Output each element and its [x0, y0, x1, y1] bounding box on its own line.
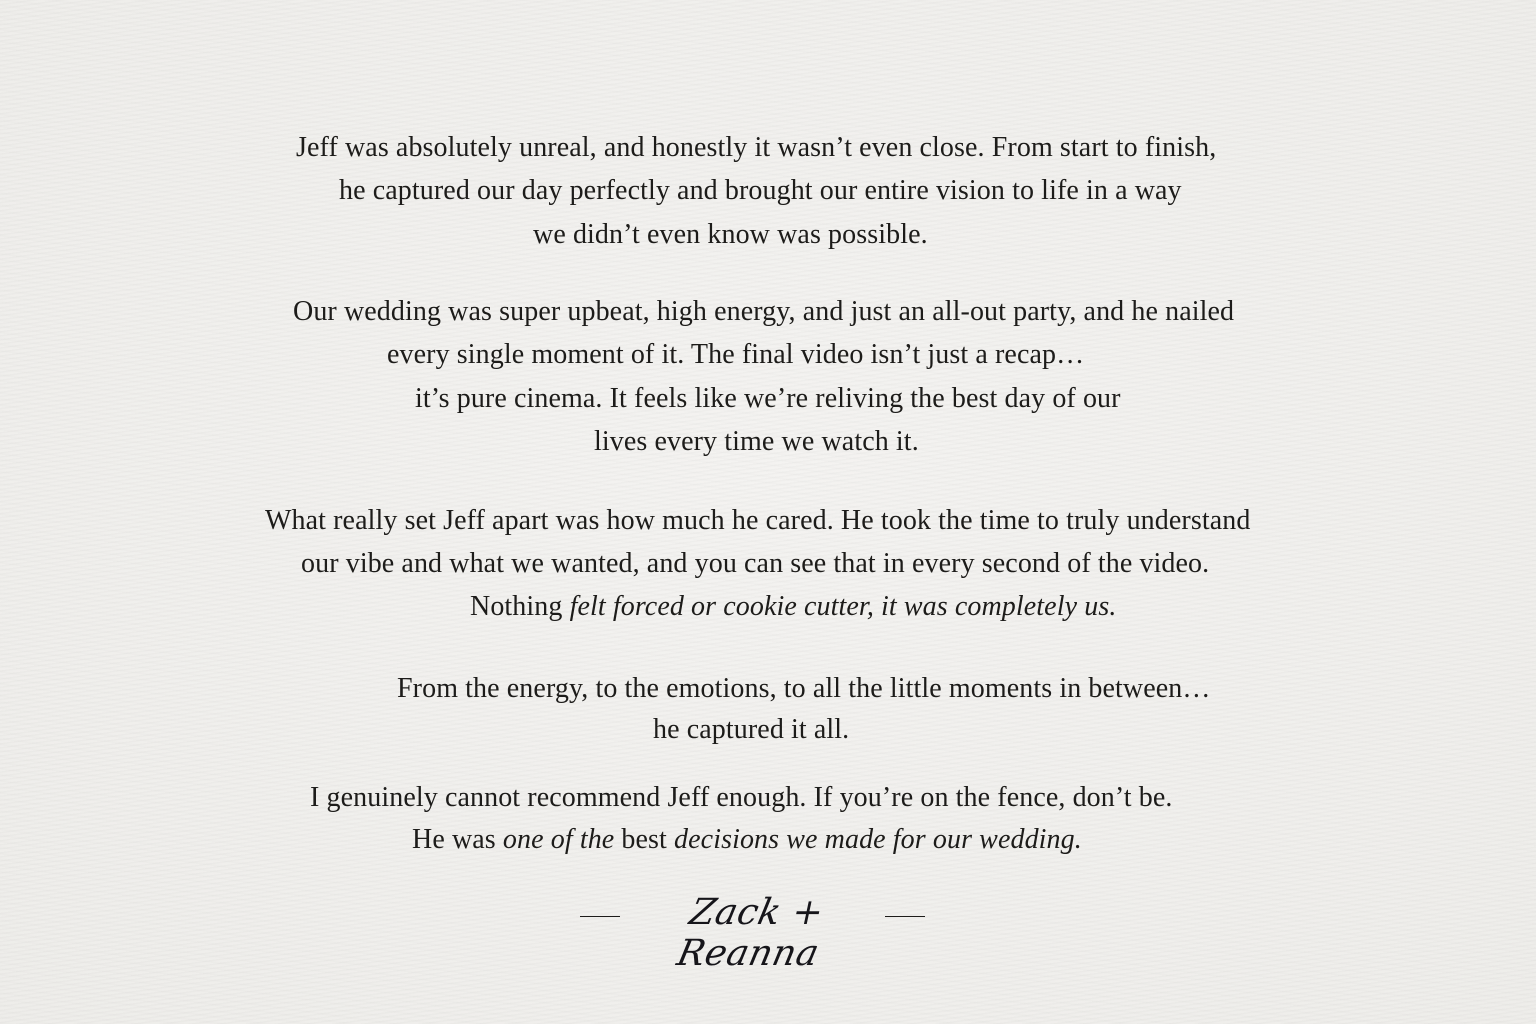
paragraph-5-line-1: I genuinely cannot recommend Jeff enough. If you’re on the fence, don’t be.	[310, 782, 1173, 813]
paragraph-1-line-3: we didn’t even know was possible.	[533, 219, 928, 250]
paragraph-4-line-2: he captured it all.	[653, 714, 850, 745]
paragraph-2-line-3: it’s pure cinema. It feels like we’re reliving the best day of our	[415, 383, 1121, 414]
signature-dash-left	[580, 916, 620, 917]
paragraph-1-line-1: Jeff was absolutely unreal, and honestly it wasn’t even close. From start to finish,	[296, 132, 1217, 163]
paragraph-3-line-3	[470, 593, 1116, 621]
paragraph-5-line-2-italic-a: one of the	[502, 824, 615, 855]
paragraph-2-line-4: lives every time we watch it.	[594, 426, 919, 457]
paragraph-1-line-2: he captured our day perfectly and brought our entire vision to life in a way	[339, 175, 1182, 206]
paragraph-3-line-3-italic: felt forced or cookie cutter, it was completely us.	[569, 591, 1117, 622]
paragraph-3-line-2: our vibe and what we wanted, and you can see that in every second of the video.	[301, 548, 1210, 579]
paragraph-5-line-2-italic-b: decisions we made for our wedding.	[674, 824, 1082, 855]
paragraph-3-line-1: What really set Jeff apart was how much he cared. He took the time to truly understand	[265, 505, 1251, 536]
paragraph-3-line-3-regular: Nothing	[470, 591, 570, 622]
paragraph-2-line-2: every single moment of it. The final video isn’t just a recap…	[387, 339, 1085, 370]
paragraph-5-line-2	[412, 826, 1082, 854]
paragraph-5-line-2-regular-a: He was	[412, 824, 503, 855]
signature	[580, 892, 925, 974]
signature-dash-right	[885, 916, 925, 917]
paragraph-5-line-2-regular-b: best	[614, 824, 675, 855]
paragraph-2-line-1: Our wedding was super upbeat, high energy, and just an all-out party, and he nailed	[293, 296, 1235, 327]
paragraph-4-line-1: From the energy, to the emotions, to all the little moments in between…	[397, 673, 1211, 704]
signature-names: Zack + Reanna	[673, 892, 828, 974]
